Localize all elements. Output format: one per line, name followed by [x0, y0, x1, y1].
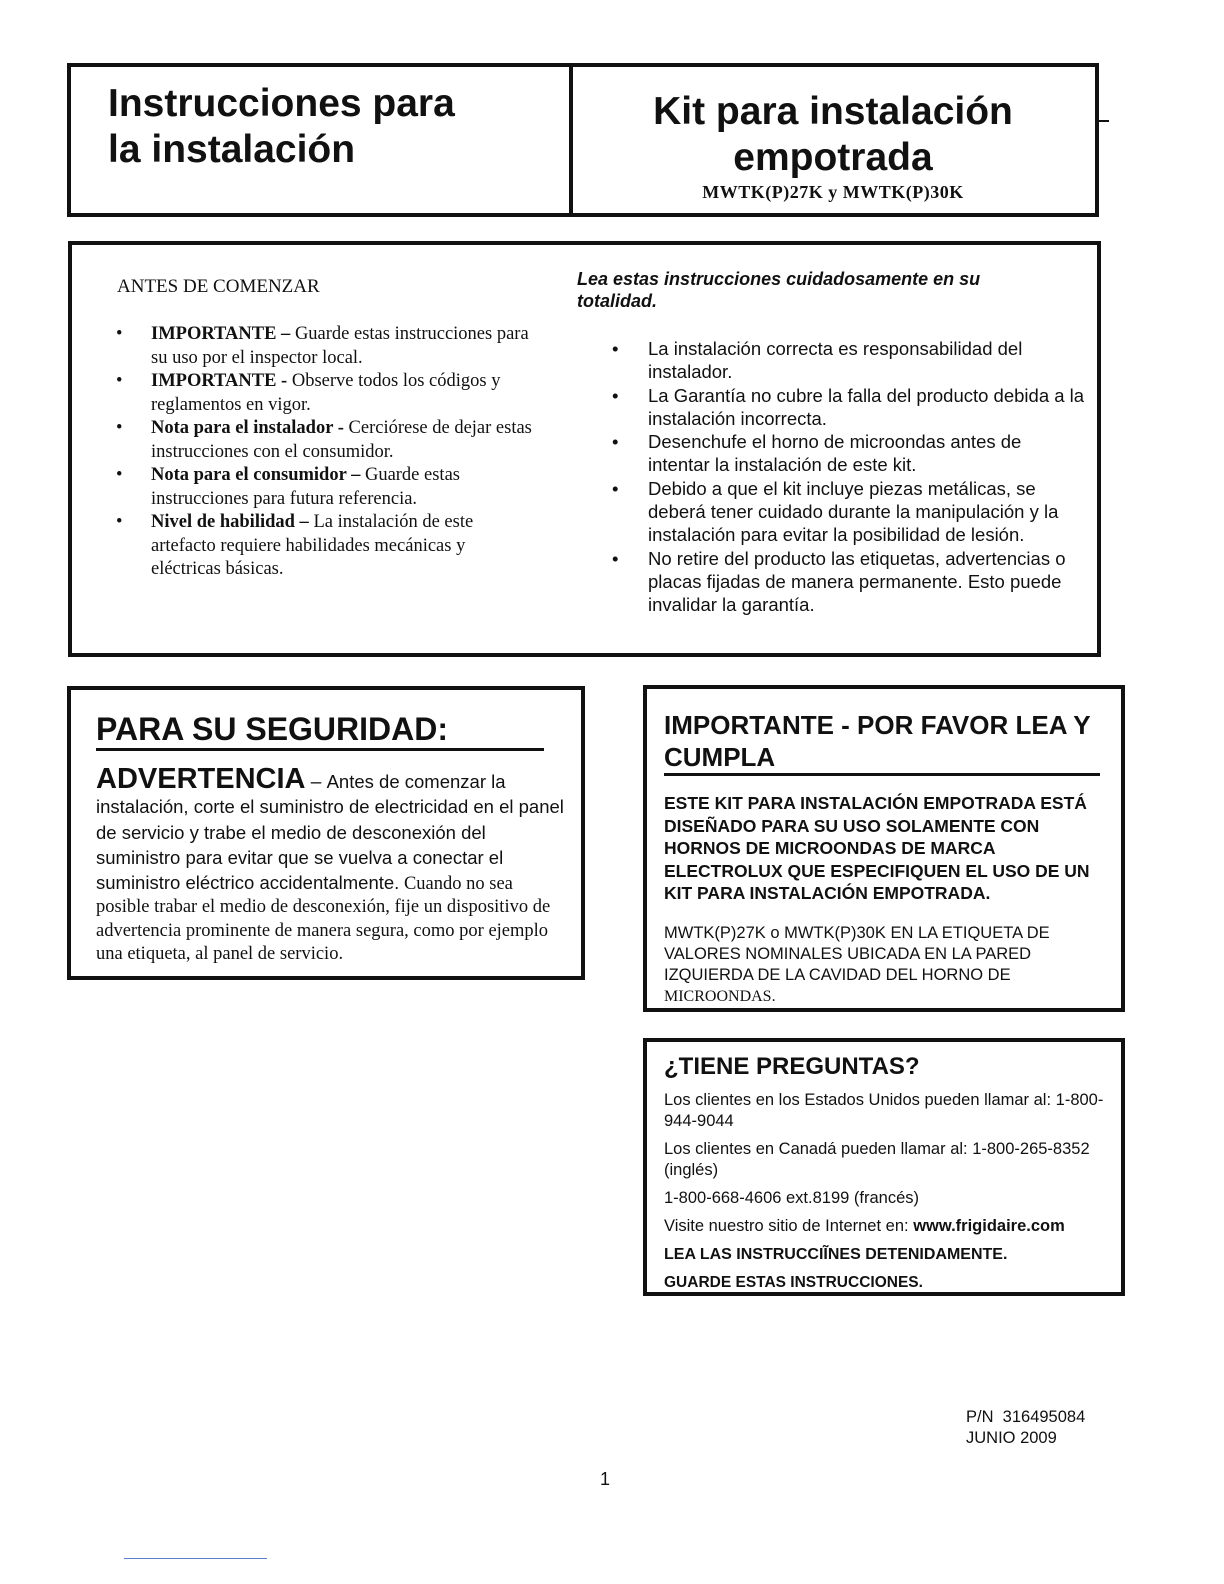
- website-link[interactable]: www.frigidaire.com: [913, 1217, 1065, 1235]
- warning-text-serif: Cuando no sea posible trabar el medio de desconexión, fije un dispositivo de advertencia prominente de manera segura, como por ejemplo una etiqueta, al panel de servicio.: [96, 874, 551, 965]
- warning-dash: –: [305, 772, 327, 793]
- warning-text: Antes de comenzar la instalación, corte el suministro de electricidad en el panel de servicio y trabe el medio de desconexión del suministro para evitar que se vuelva a conectar el suministro eléctrico accidentalmente.: [96, 771, 564, 894]
- list-item: Debido a que el kit incluye piezas metálicas, se deberá tener cuidado durante la manipulación y la instalación para evitar la posibilidad de lesión.: [648, 477, 1059, 546]
- bullet: •: [612, 384, 619, 406]
- save-caps: GUARDE ESTAS INSTRUCCIONES.: [664, 1274, 923, 1291]
- list-item-lead: Nota para el instalador -: [151, 418, 344, 438]
- list-item: [116, 464, 536, 511]
- header-edge-mark: [1099, 120, 1109, 122]
- read-list: [648, 337, 1088, 617]
- list-item: [116, 323, 536, 370]
- left-title-line2: la instalación: [108, 128, 356, 171]
- header-box: [67, 63, 1099, 217]
- important-title: IMPORTANTE - POR FAVOR LEA Y CUMPLA: [664, 709, 1100, 776]
- list-item-lead: Nivel de habilidad –: [151, 512, 309, 532]
- list-item: La Garantía no cubre la falla del producto debida a la instalación incorrecta.: [648, 384, 1085, 429]
- list-item-text: Observe todos los códigos y reglamentos en vigor.: [151, 371, 501, 415]
- before-box: [68, 241, 1101, 657]
- bullet: •: [116, 465, 123, 485]
- list-item-lead: IMPORTANTE -: [151, 371, 288, 391]
- header-right-title: [573, 89, 1093, 203]
- model-numbers: MWTK(P)27K y MWTK(P)30K: [702, 182, 964, 202]
- french-phone: 1-800-668-4606 ext.8199 (francés): [664, 1189, 919, 1207]
- list-item-lead: Nota para el consumidor –: [151, 465, 361, 485]
- safety-box: [67, 686, 585, 980]
- bullet: •: [612, 338, 619, 359]
- website-line: [664, 1216, 1109, 1237]
- list-item-text: La instalación de este artefacto requiere habilidades mecánicas y eléctricas básicas.: [151, 512, 474, 579]
- read-bullets: [612, 337, 618, 570]
- list-item: [116, 511, 536, 582]
- important-model-text: [664, 923, 1104, 1007]
- warning-label: ADVERTENCIA: [96, 763, 306, 795]
- bullet: •: [116, 371, 123, 391]
- bullet: •: [116, 418, 123, 438]
- website-prefix: Visite nuestro sitio de Internet en:: [664, 1217, 914, 1235]
- questions-title: ¿TIENE PREGUNTAS?: [664, 1053, 920, 1080]
- important-bold-text: ESTE KIT PARA INSTALACIÓN EMPOTRADA ESTÁ DISEÑADO PARA SU USO SOLAMENTE CON HORNOS DE MICROONDAS DE MARCA ELECTROLUX QUE ESPECIFIQUEN EL USO DE UN KIT PARA INSTALACIÓN EMPOTRADA.: [664, 793, 1090, 904]
- right-title-line1: Kit para instalación: [653, 90, 1013, 133]
- header-left-title: [108, 81, 455, 173]
- footnote-rule: [124, 1558, 267, 1559]
- bullet: •: [116, 324, 123, 344]
- safety-body: [96, 764, 566, 966]
- list-item-text: Cerciórese de dejar estas instrucciones con el consumidor.: [151, 418, 532, 462]
- read-heading: Lea estas instrucciones cuidadosamente en su totalidad.: [577, 269, 981, 311]
- left-title-line1: Instrucciones para: [108, 82, 455, 125]
- list-item-text: Guarde estas instrucciones para su uso por el inspector local.: [151, 324, 529, 368]
- list-item-lead: IMPORTANTE –: [151, 324, 291, 344]
- before-list: [116, 323, 536, 582]
- before-heading: ANTES DE COMENZAR: [117, 276, 320, 297]
- bullet: •: [612, 477, 619, 499]
- bullet: •: [116, 512, 123, 532]
- questions-body: [664, 1090, 1109, 1293]
- important-text-serif: MICROONDAS.: [664, 988, 776, 1005]
- list-item-text: Guarde estas instrucciones para futura referencia.: [151, 465, 460, 509]
- list-item: Desenchufe el horno de microondas antes de intentar la instalación de este kit.: [648, 431, 1022, 476]
- publish-date: JUNIO 2009: [966, 1429, 1057, 1447]
- list-item: [116, 370, 536, 417]
- list-item: La instalación correcta es responsabilidad del instalador.: [648, 338, 1023, 383]
- page-number: 1: [600, 1469, 611, 1489]
- part-number: P/N 316495084: [966, 1408, 1086, 1426]
- important-text: MWTK(P)27K o MWTK(P)30K EN LA ETIQUETA DE VALORES NOMINALES UBICADA EN LA PARED IZQUIERDA DE LA CAVIDAD DEL HORNO DE: [664, 924, 1050, 984]
- questions-box: [643, 1038, 1125, 1296]
- read-caps: LEA LAS INSTRUCCIĨNES DETENIDAMENTE.: [664, 1246, 1008, 1263]
- list-item: [116, 417, 536, 464]
- important-box: [643, 685, 1125, 1012]
- canada-phone: Los clientes en Canadá pueden llamar al: 1-800-265-8352 (inglés): [664, 1140, 1090, 1179]
- us-phone: Los clientes en los Estados Unidos pueden llamar al: 1-800-944-9044: [664, 1091, 1104, 1130]
- safety-title: PARA SU SEGURIDAD:: [96, 710, 544, 751]
- right-title-line2: empotrada: [733, 136, 933, 179]
- list-item: No retire del producto las etiquetas, advertencias o placas fijadas de manera permanente. Esto puede invalidar la garantía.: [648, 547, 1066, 616]
- bullet: •: [612, 431, 619, 453]
- bullet: •: [612, 547, 619, 569]
